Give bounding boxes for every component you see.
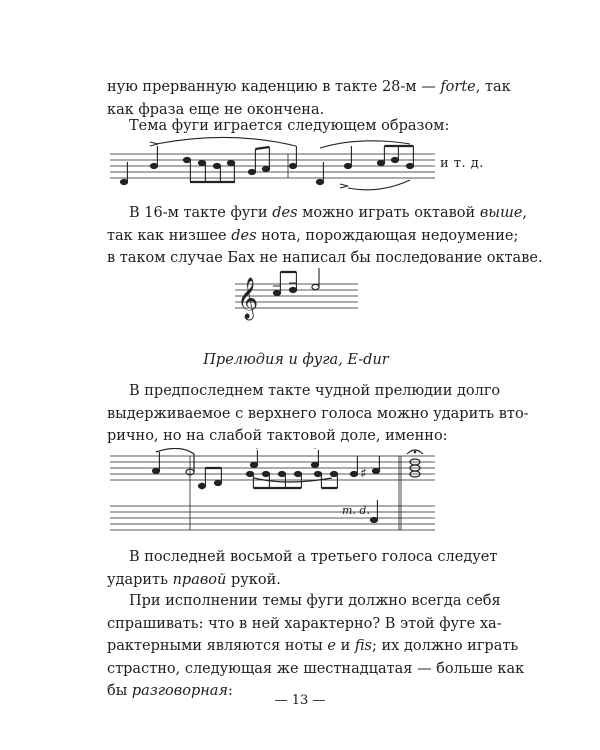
etc-text: и т. д. <box>440 156 484 171</box>
section-heading: Прелюдия и фуга, E-dur <box>203 352 389 368</box>
paragraph-2-line-1: Тема фуги играется следующем образом: <box>129 118 450 134</box>
paragraph-6-line-3: рактерными являются ноты e и fis; их должно играть <box>107 638 519 654</box>
paragraph-4-line-1: В предпоследнем такте чудной прелюдии долго <box>129 383 501 399</box>
md-marking: m. d. <box>342 504 370 517</box>
paragraph-6-line-5: бы разговорная: <box>107 683 233 699</box>
staff-1 <box>110 136 440 194</box>
paragraph-1-line-1: ную прерванную каденцию в такте 28-м — forte, так <box>107 79 511 95</box>
paragraph-2 <box>107 115 485 138</box>
paragraph-4 <box>107 380 529 448</box>
paragraph-3-line-2: так как низшее des нота, порождающая недоумение; <box>107 227 519 244</box>
paragraph-6-line-1: При исполнении темы фуги должно всегда себя <box>129 593 501 609</box>
paragraph-3 <box>107 202 543 270</box>
rest-icon: 𝄽 <box>200 479 205 495</box>
paragraph-3-line-3: в таком случае Бах не написал бы последование октаве. <box>107 250 543 266</box>
paragraph-5 <box>107 546 498 591</box>
music-example-prelude <box>110 448 440 544</box>
treble-clef-icon: 𝄞 <box>237 278 259 319</box>
paragraph-4-line-2: выдерживаемое с верхнего голоса можно ударить вто- <box>107 405 529 422</box>
paragraph-6-line-2: спрашивать: что в ней характерно? В этой фуге ха- <box>107 615 502 632</box>
sharp-icon: ♯ <box>360 466 367 482</box>
paragraph-5-line-1: В последней восьмой а третьего голоса следует <box>129 549 498 565</box>
page-number: — 13 — <box>274 693 326 708</box>
staff-3 <box>110 448 440 544</box>
music-example-octave <box>233 264 363 328</box>
paragraph-5-line-2: ударить правой рукой. <box>107 571 281 588</box>
paragraph-1-line-2: как фраза еще не окончена. <box>107 101 325 118</box>
paragraph-6-line-4: страстно, следующая же шестнадцатая — больше как <box>107 660 525 677</box>
forte-term: forte <box>440 79 476 95</box>
staff-2 <box>233 264 363 328</box>
paragraph-6 <box>107 590 525 703</box>
paragraph-3-line-1: В 16-м такте фуги des можно играть октавой выше, <box>129 205 528 221</box>
music-example-fugue-theme <box>110 136 440 194</box>
paragraph-4-line-3: рично, но на слабой тактовой доле, именно: <box>107 428 448 444</box>
